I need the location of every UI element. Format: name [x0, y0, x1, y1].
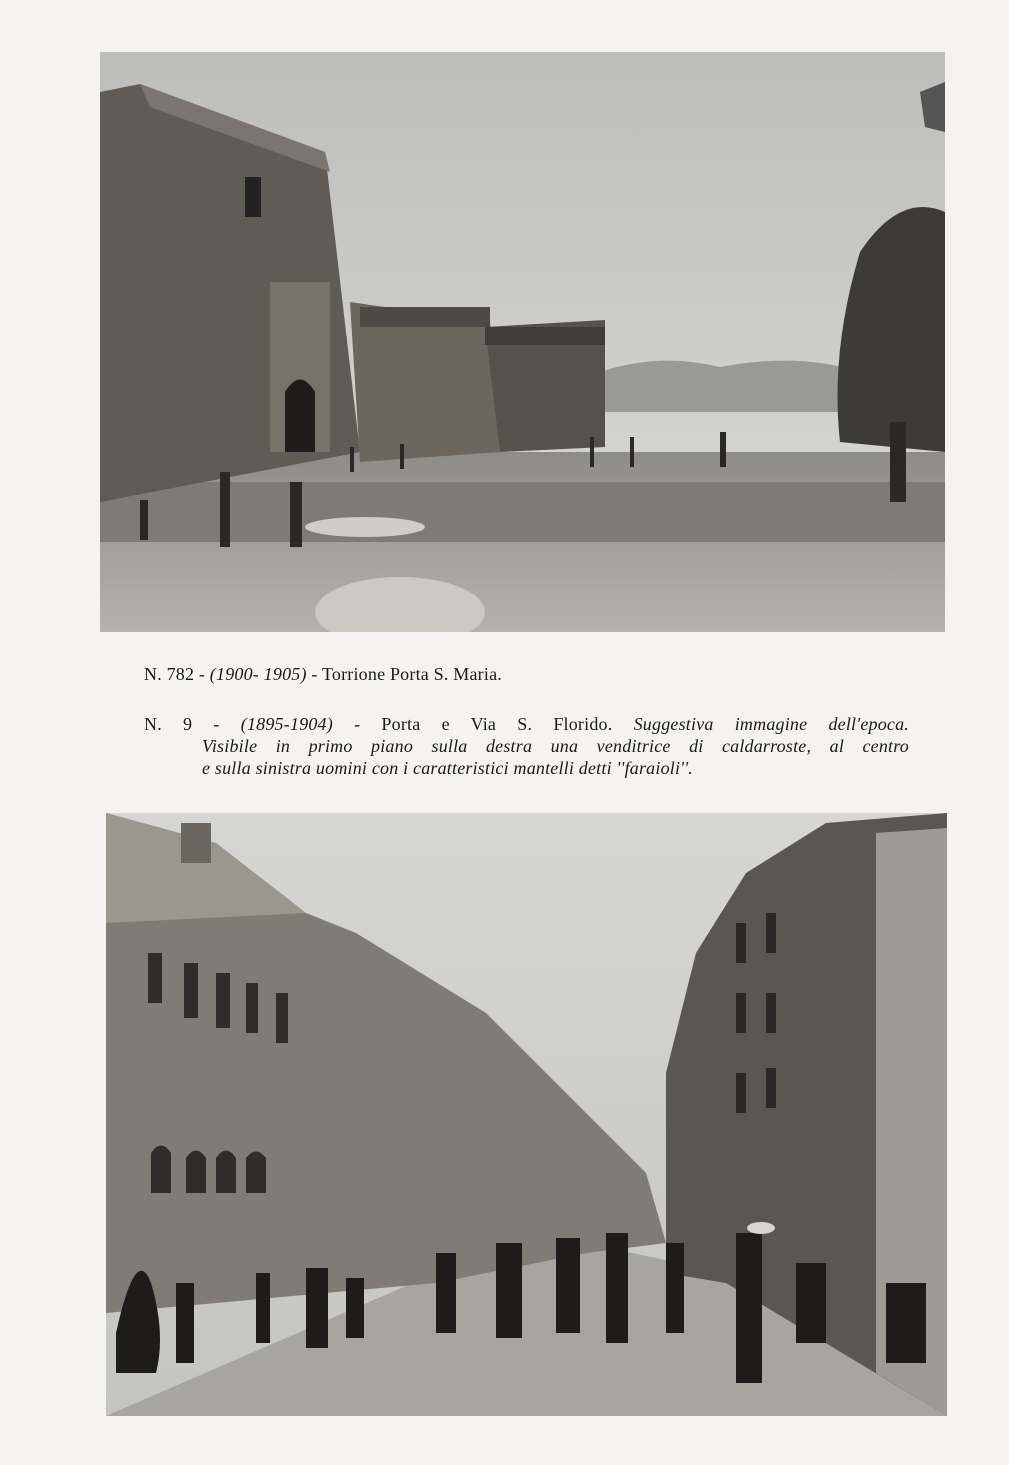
caption-782-date: (1900- 1905) — [209, 664, 307, 684]
caption-9-date: (1895-1904) — [240, 714, 333, 734]
photo-via-s-florido-illustration — [106, 813, 947, 1416]
caption-9-line-2: Visibile in primo piano sulla destra una venditrice di caldarroste, al centro — [202, 736, 909, 756]
caption-9-italic-description: Suggestiva immagine dell'epoca. — [633, 714, 909, 734]
caption-782-title: - Torrione Porta S. Maria. — [306, 664, 502, 684]
photo-torrione-porta-s-maria — [100, 52, 945, 632]
photo-porta-via-s-florido — [106, 813, 947, 1416]
caption-photo-9 — [144, 713, 909, 779]
photo-torrione-illustration — [100, 52, 945, 632]
caption-9-title: - Porta e Via S. Florido. — [332, 714, 634, 734]
caption-782-number: N. 782 - — [144, 664, 210, 684]
caption-9-line-3: e sulla sinistra uomini con i caratteristici mantelli detti ''faraioli''. — [202, 758, 693, 778]
caption-9-line-1 — [144, 713, 909, 735]
caption-photo-782 — [144, 663, 904, 685]
caption-9-number: N. 9 - — [144, 714, 241, 734]
